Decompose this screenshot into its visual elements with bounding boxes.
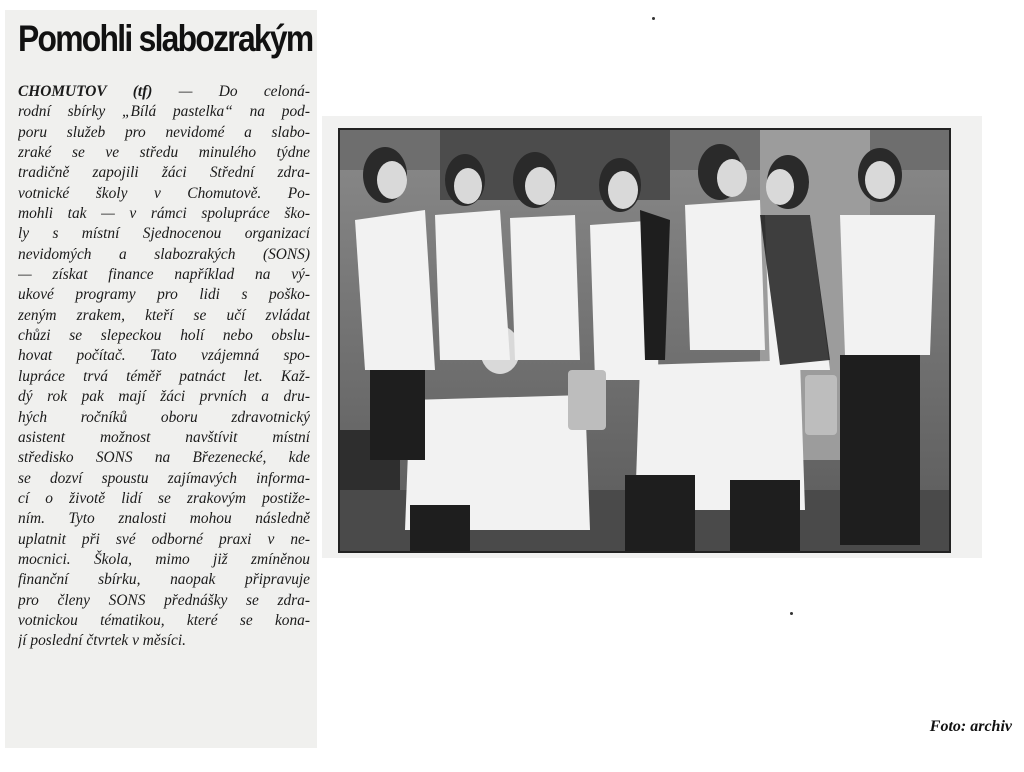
article-line: finanční sbírku, naopak připravuje xyxy=(18,571,310,589)
article-line: lupráce trvá téměř patnáct let. Kaž- xyxy=(18,367,310,385)
group-of-students-photo xyxy=(338,128,951,553)
article-dateline: CHOMUTOV (tf) xyxy=(18,83,153,100)
article-line: poru služeb pro nevidomé a slabo- xyxy=(18,123,310,141)
article-line-1: CHOMUTOV (tf) — Do celoná- xyxy=(18,83,310,100)
article-body xyxy=(18,82,310,652)
article-line: zraké se ve středu minulého týdne xyxy=(18,144,310,162)
photo-credit: Foto: archiv xyxy=(929,718,1012,735)
article-line: ním. Tyto znalosti mohou následně xyxy=(18,510,310,528)
scan-speck xyxy=(790,612,793,615)
article-headline: Pomohli slabozrakým xyxy=(18,18,313,59)
article-line: — získat finance například na vý- xyxy=(18,266,310,284)
photo-illustration xyxy=(340,130,949,551)
scan-speck xyxy=(652,17,655,20)
article-line: dý rok pak mají žáci prvních a dru- xyxy=(18,388,310,406)
article-line: zeným zrakem, kteří se učí zvládat xyxy=(18,306,310,324)
article-line: mohli tak — v rámci spolupráce ško- xyxy=(18,205,310,223)
article-line: ukové programy pro lidi s poško- xyxy=(18,286,310,304)
article-line: se dozví spoustu zajímavých informa- xyxy=(18,469,310,487)
article-line: hovat počítač. Tato vzájemná spo- xyxy=(18,347,310,365)
article-line: chůzi se slepeckou holí nebo obslu- xyxy=(18,327,310,345)
article-line: rodní sbírky „Bílá pastelka“ na pod- xyxy=(18,103,310,121)
article-line: hých ročníků oboru zdravotnický xyxy=(18,408,310,426)
article-line: středisko SONS na Březenecké, kde xyxy=(18,449,310,467)
article-line: mocnici. Škola, mimo již zmíněnou xyxy=(18,550,310,568)
article-line: tradičně zapojili žáci Střední zdra- xyxy=(18,164,310,182)
article-line: votnickou tématikou, které se kona- xyxy=(18,611,310,629)
article-line: ly s místní Sjednocenou organizací xyxy=(18,225,310,243)
article-line: pro členy SONS přednášky se zdra- xyxy=(18,591,310,609)
article-line: asistent možnost navštívit místní xyxy=(18,428,310,446)
article-line: cí o životě lidí se zrakovým postiže- xyxy=(18,489,310,507)
article-line: nevidomých a slabozrakých (SONS) xyxy=(18,245,310,263)
article-line: votnické školy v Chomutově. Po- xyxy=(18,184,310,202)
article-line: uplatnit při své odborné praxi v ne- xyxy=(18,530,310,548)
article-line: jí poslední čtvrtek v měsíci. xyxy=(18,632,186,650)
